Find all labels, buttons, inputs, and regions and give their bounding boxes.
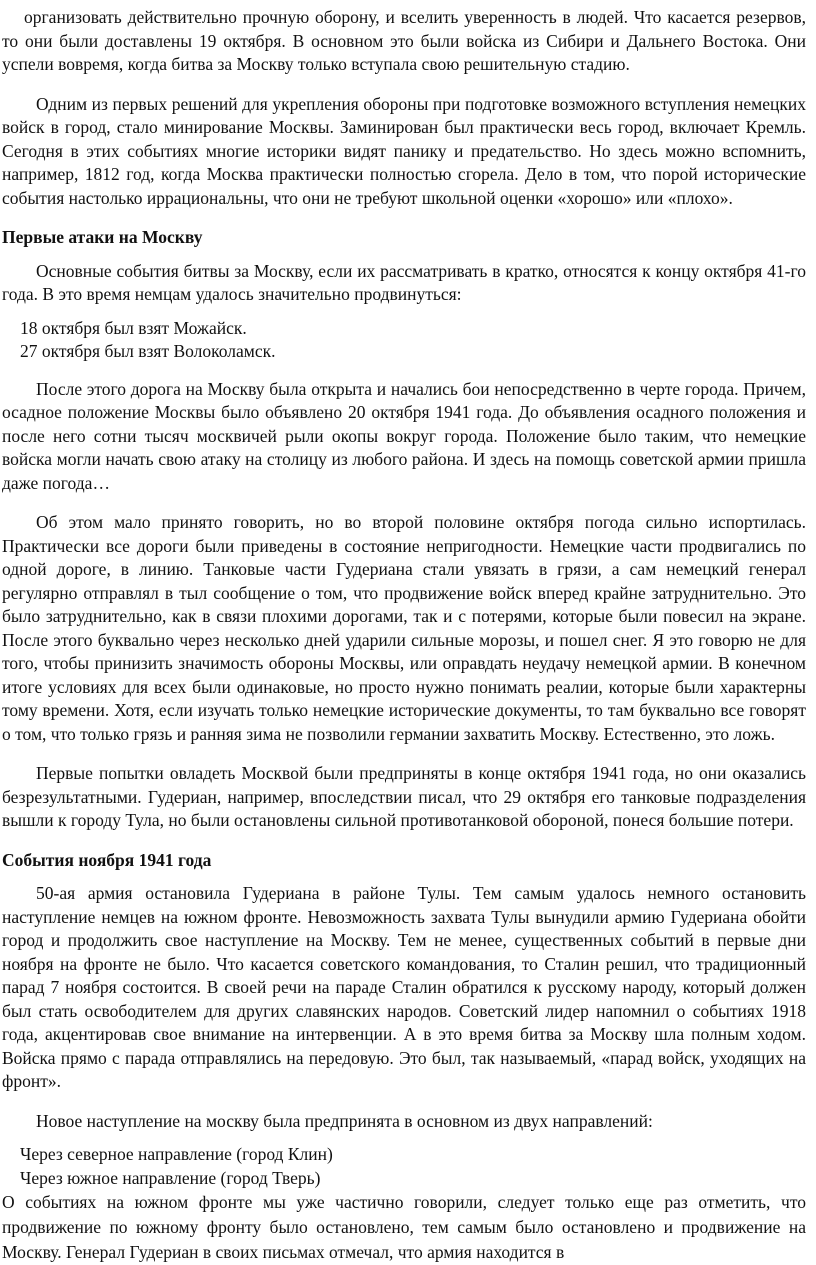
paragraph: 50-ая армия остановила Гудериана в районе Тулы. Тем самым удалось немного остановить наступление немцев на южном фронте. Невозможность захвата Тулы вынудили армию Гудериана обойти город и продолжить свое наступление на Москву. Тем не менее, существенных событий в первые дни ноября на фронте не было. Что касается советского командования, то Сталин решил, что традиционный парад 7 ноября состоится. В своей речи на параде Сталин обратился к русскому народу, который должен был стать освободителем для других славянских народов. Советский лидер напомнил о событиях 1918 года, акцентировав свое внимание на интервенции. А в это время битва за Москву шла полным ходом. Войска прямо с парада отправлялись на передовую. Это был, так называемый, «парад войск, уходящих на фронт». — [2, 883, 806, 1091]
list — [2, 1143, 806, 1190]
paragraph: Основные события битвы за Москву, если их рассматривать в кратко, относятся к концу октября 41-го года. В это время немцам удалось значительно продвинуться: — [2, 260, 806, 304]
list-item: Через северное направление (город Клин) — [20, 1144, 333, 1164]
paragraph: Об этом мало принято говорить, но во второй половине октября погода сильно испортилась. Практически все дороги были приведены в состояние непригодности. Немецкие части продвигались по одной дороге, в линию. Танковые части Гудериана стали увязать в грязи, а сам немецкий генерал регулярно отправлял в тыл сообщение о том, что продвижение войск вперед крайне затруднительно. Это было затруднительно, как в связи плохими дорогами, так и с потерями, которые были повесил на экране. После этого буквально через несколько дней ударили сильные морозы, и пошел снег. Я это говорю не для того, чтобы принизить значимость обороны Москвы, или оправдать неудачу немецкой армии. В конечном итоге условиях для всех были одинаковые, но просто нужно понимать реалии, которые были характерны тому времени. Хотя, если изучать только немецкие исторические документы, то там буквально все говорят о том, что только грязь и ранняя зима не позволили германии захватить Москву. Естественно, это ложь. — [2, 512, 806, 744]
section-heading: События ноября 1941 года — [2, 849, 212, 870]
section-heading: Первые атаки на Москву — [2, 227, 203, 247]
paragraph: После этого дорога на Москву была открыта и начались бои непосредственно в черте города. Причем, осадное положение Москвы было объявлено 20 октября 1941 года. До объявления осадного положения и после него сотни тысяч москвичей рыли окопы вокруг города. Положение было таким, что немецкие войска могли начать свою атаку на столицу из любого района. И здесь на помощь советской армии пришла даже погода… — [2, 378, 806, 493]
paragraph: О событиях на южном фронте мы уже частично говорили, следует только еще раз отметить, что продвижение по южному фронту было остановлено, тем самым было остановлено и продвижение на Москву. Генерал Гудериан в своих письмах отмечал, что армия находится в — [2, 1192, 806, 1262]
list-item: Через южное направление (город Тверь) — [20, 1167, 321, 1188]
list-item: 18 октября был взят Можайск. — [20, 317, 247, 338]
paragraph: Одним из первых решений для укрепления обороны при подготовке возможного вступления немецких войск в город, стало минирование Москвы. Заминирован был практически весь город, включает Кремль. Сегодня в этих событиях многие историки видят панику и предательство. Но здесь можно вспомнить, например, 1812 год, когда Москва практически полностью сгорела. Дело в том, что порой исторические события настолько иррациональны, что они не требуют школьной оценки «хорошо» или «плохо». — [2, 93, 806, 208]
list-item: 27 октября был взят Волоколамск. — [20, 341, 276, 361]
list — [2, 317, 806, 364]
paragraph: Первые попытки овладеть Москвой были предприняты в конце октября 1941 года, но они оказались безрезультатными. Гудериан, например, впоследствии писал, что 29 октября его танковые подразделения вышли к городу Тула, но были остановлены сильной противотанковой обороной, понеся большие потери. — [2, 763, 806, 830]
paragraph: организовать действительно прочную оборону, и вселить уверенность в людей. Что касается резервов, то они были доставлены 19 октября. В основном это были войска из Сибири и Дальнего Востока. Они успели вовремя, когда битва за Москву только вступала свою решительную стадию. — [2, 7, 806, 74]
paragraph: Новое наступление на москву была предпринята в основном из двух направлений: — [36, 1110, 653, 1131]
